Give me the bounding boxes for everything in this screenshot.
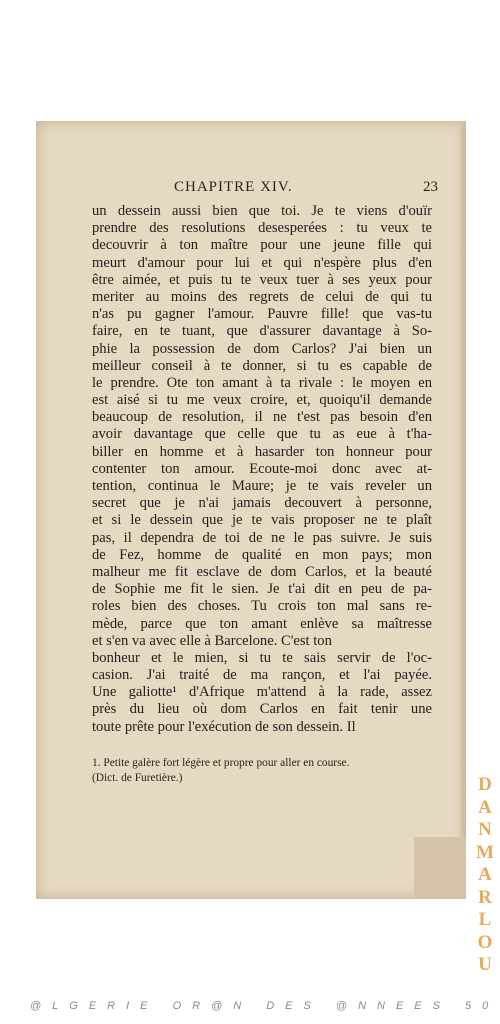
- text-line: près du lieu où dom Carlos en fait tenir une: [92, 701, 432, 718]
- text-line: un dessein aussi bien que toi. Je te viens d'ouïr: [92, 203, 432, 219]
- text-line: meurt d'amour pour lui et qui n'espère plus d'en: [92, 254, 432, 271]
- text-line: contenter ton amour. Ecoute-moi donc avec at-: [92, 460, 432, 477]
- watermark-letter: A: [478, 864, 492, 885]
- chapter-title: CHAPITRE XIV.: [174, 179, 293, 195]
- text-line: et si le dessein que je te vais proposer ne te plaît: [92, 512, 432, 529]
- page-edge-shadow: [460, 121, 466, 899]
- footnote-line: (Dict. de Furetière.): [92, 772, 183, 784]
- watermark-letter: U: [478, 954, 492, 975]
- watermark-letter: M: [476, 841, 494, 863]
- text-line: prendre des resolutions desesperées : tu veux te: [92, 220, 432, 237]
- text-line: tention, continua le Maure; je te vais reveler un: [92, 478, 432, 494]
- footer-credit: @LGERIE OR@N DES @NNEES 50: [30, 1000, 500, 1012]
- text-line: casion. J'ai traité de ma rançon, et l'ai payée.: [92, 667, 432, 684]
- text-line: Une galiotte¹ d'Afrique m'attend à la rade, assez: [92, 684, 432, 701]
- text-line: phie la possession de dom Carlos? J'ai bien un: [92, 340, 432, 357]
- text-line: meriter au moins des regrets de celui de qui tu: [92, 288, 432, 305]
- text-line: de Sophie me fit le sien. Je t'ai dit en peu de pa-: [92, 581, 432, 598]
- watermark-letter: L: [478, 909, 492, 930]
- text-line: toute prête pour l'exécution de son dessein. Il: [92, 718, 356, 735]
- text-line: beaucoup de resolution, il ne t'est pas besoin d'en: [92, 409, 432, 426]
- text-line: n'as pu gagner l'amour. Pauvre fille! que vas-tu: [92, 306, 432, 323]
- footnote: [92, 756, 432, 786]
- text-line: pas, il dependra de toi de ne le pas suivre. Je suis: [92, 529, 432, 546]
- text-line: meilleur conseil à te donner, si tu es capable de: [92, 357, 432, 374]
- book-page: [36, 121, 466, 899]
- page-corner: [414, 837, 466, 899]
- watermark-letter: O: [477, 931, 493, 953]
- text-line: le prendre. Ote ton amant à ta rivale : le moyen en: [92, 374, 432, 391]
- text-line: secret que je n'ai jamais decouvert à personne,: [92, 495, 432, 512]
- watermark-letter: A: [478, 796, 492, 818]
- text-line: faire, en te tuant, que d'assurer davantage à So-: [92, 323, 432, 340]
- footnote-line: 1. Petite galère fort légère et propre pour aller en course.: [92, 757, 350, 769]
- text-line: roles bien des choses. Tu crois ton mal sans re-: [92, 598, 432, 615]
- text-line: malheur me fit esclave de dom Carlos, et la beauté: [92, 563, 432, 580]
- text-line: avoir davantage que celle que tu as eue à t'ha-: [92, 426, 432, 443]
- page-number: 23: [423, 179, 438, 195]
- text-line: mède, parce que ton amant enlève sa maîtresse: [92, 615, 432, 632]
- text-line: de Fez, homme de qualité en mon pays; mon: [92, 546, 432, 563]
- text-line: biller en homme et à hasarder ton honneur pour: [92, 443, 432, 460]
- text-line: bonheur et le mien, si tu te sais servir de l'oc-: [92, 649, 432, 666]
- text-line: être aimée, et puis tu te veux tuer à ses yeux pour: [92, 271, 432, 288]
- page-header: [82, 179, 438, 197]
- watermark-letter: R: [478, 886, 492, 908]
- watermark-logo: [473, 774, 497, 977]
- watermark-letter: D: [478, 774, 492, 795]
- body-text: [92, 203, 432, 736]
- text-line: decouvrir à ton maître pour une jeune fille qui: [92, 237, 432, 254]
- text-line: et s'en va avec elle à Barcelone. C'est ton: [92, 632, 332, 649]
- watermark-letter: N: [478, 819, 492, 840]
- text-line: est aisé si tu me veux croire, et, quoiqu'il demande: [92, 392, 432, 409]
